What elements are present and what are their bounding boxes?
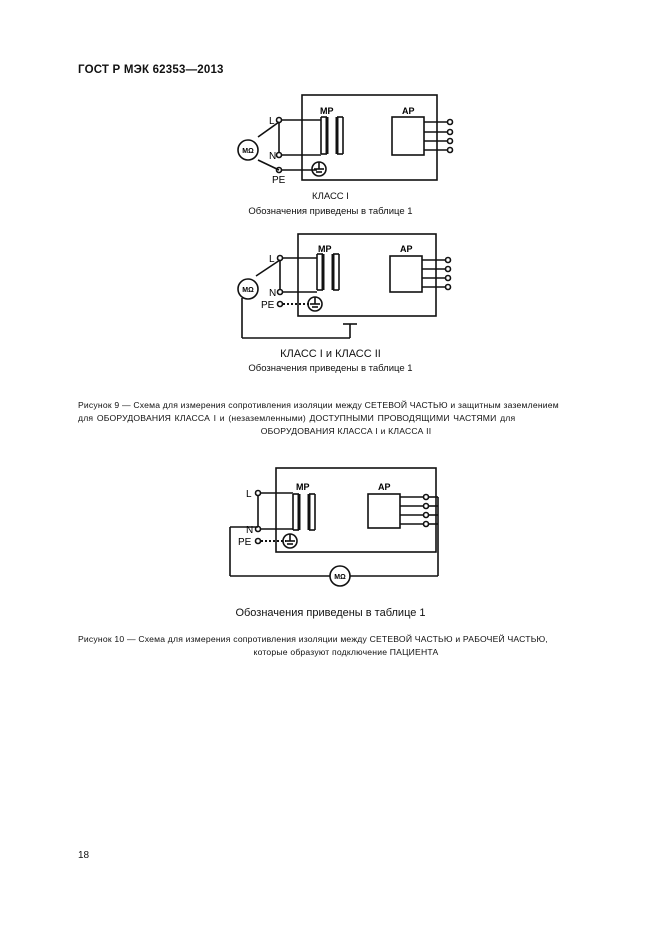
megohmmeter-label: MΩ <box>334 574 346 581</box>
megohmmeter-label: MΩ <box>242 287 254 294</box>
terminal-l-label: L <box>246 489 252 500</box>
mains-part-label: MP <box>318 244 332 254</box>
diagram2-legend-note: Обозначения приведены в таблице 1 <box>248 363 413 374</box>
document-header: ГОСТ Р МЭК 62353—2013 <box>78 64 224 76</box>
applied-part-label: AP <box>378 482 391 492</box>
figure9-line2: для ОБОРУДОВАНИЯ КЛАССА I и (незаземленными) ДОСТУПНЫМИ ПРОВОДЯЩИМИ ЧАСТЯМИ для <box>78 413 516 423</box>
terminal-n-label: N <box>246 525 254 536</box>
figure9-line1: Рисунок 9 — Схема для измерения сопротивления изоляции между СЕТЕВОЙ ЧАСТЬЮ и защитным заземлением <box>78 400 559 410</box>
applied-part-label: AP <box>400 244 413 254</box>
diagram1-class-caption: КЛАСС I <box>312 191 349 202</box>
diagram-mains-to-applied-part <box>222 462 452 587</box>
terminal-n-label: N <box>269 288 277 299</box>
applied-part-block <box>392 117 424 155</box>
mains-part-label: MP <box>320 106 334 116</box>
figure9-line3: ОБОРУДОВАНИЯ КЛАССА I и КЛАССА II <box>260 426 432 436</box>
figure10-line2: которые образуют подключение ПАЦИЕНТА <box>253 647 439 657</box>
diagram2-class-caption: КЛАСС I и КЛАСС II <box>280 348 381 360</box>
terminal-pe-label: PE <box>238 537 252 548</box>
applied-part-label: AP <box>402 106 415 116</box>
applied-part-block <box>368 494 400 528</box>
page-number: 18 <box>78 850 90 861</box>
applied-part-block <box>390 256 422 292</box>
terminal-pe-label: PE <box>272 175 286 186</box>
terminal-pe-label: PE <box>261 300 275 311</box>
diagram1-legend-note: Обозначения приведены в таблице 1 <box>248 206 413 217</box>
terminal-n-label: N <box>269 151 277 162</box>
diagram-class-1 <box>220 90 460 190</box>
megohmmeter-label: MΩ <box>242 148 254 155</box>
terminal-l-label: L <box>269 254 275 265</box>
figure10-line1: Рисунок 10 — Схема для измерения сопротивления изоляции между СЕТЕВОЙ ЧАСТЬЮ и РАБОЧЕЙ ЧАСТЬЮ, <box>78 634 549 644</box>
mains-part-label: MP <box>296 482 310 492</box>
figure10-caption <box>78 633 614 659</box>
diagram3-legend-note: Обозначения приведены в таблице 1 <box>235 607 426 619</box>
diagram-class-1-and-2 <box>220 228 460 348</box>
terminal-l-label: L <box>269 116 275 127</box>
figure9-caption <box>78 399 614 438</box>
